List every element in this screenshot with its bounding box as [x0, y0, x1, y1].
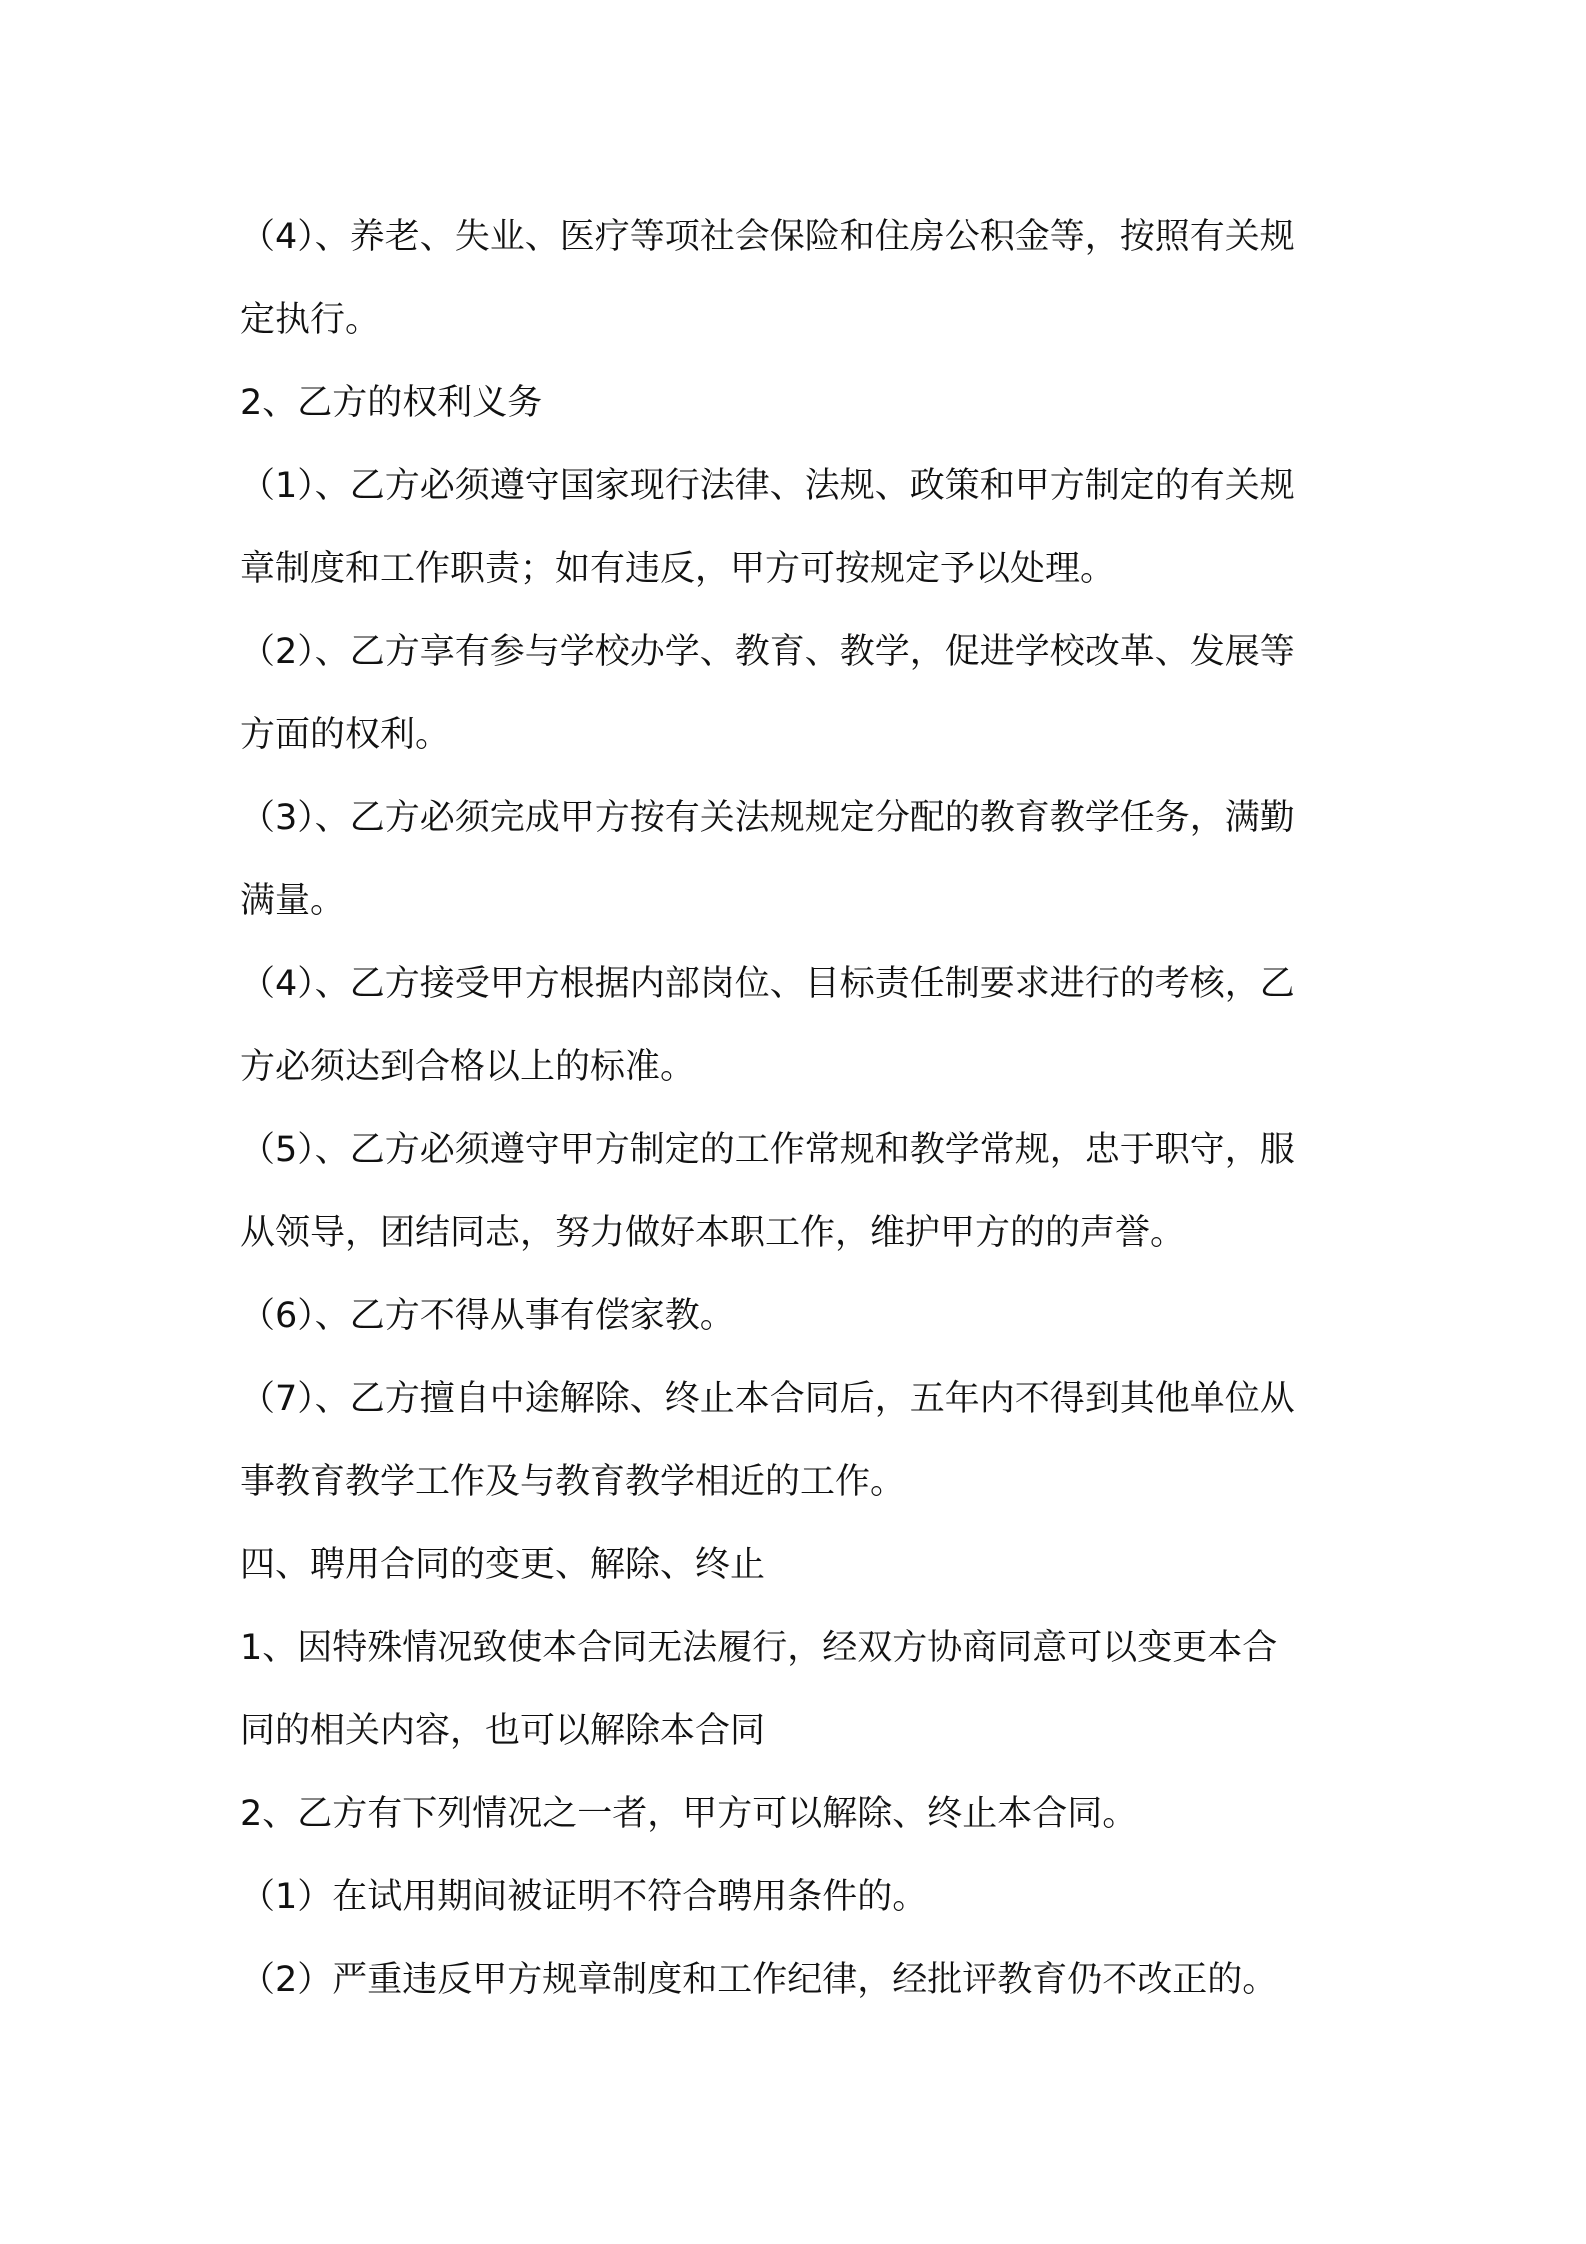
- text-line: 事教育教学工作及与教育教学相近的工作。: [240, 1462, 906, 1502]
- text-line: 1、因特殊情况致使本合同无法履行，经双方协商同意可以变更本合: [240, 1628, 1278, 1668]
- text-line: （4）、养老、失业、医疗等项社会保险和住房公积金等，按照有关规: [240, 217, 1295, 257]
- text-line: 方必须达到合格以上的标准。: [240, 1047, 696, 1087]
- text-line: 方面的权利。: [240, 715, 451, 755]
- text-line: 章制度和工作职责；如有违反，甲方可按规定予以处理。: [240, 549, 1116, 589]
- text-line: 从领导，团结同志，努力做好本职工作，维护甲方的的声誉。: [240, 1213, 1186, 1253]
- text-line: （2）、乙方享有参与学校办学、教育、教学，促进学校改革、发展等: [240, 632, 1295, 672]
- document-body: [240, 196, 1360, 2022]
- text-line: （1）在试用期间被证明不符合聘用条件的。: [240, 1877, 928, 1917]
- text-line: 同的相关内容，也可以解除本合同: [240, 1711, 766, 1751]
- text-line: （7）、乙方擅自中途解除、终止本合同后，五年内不得到其他单位从: [240, 1379, 1295, 1419]
- text-line: 2、乙方有下列情况之一者，甲方可以解除、终止本合同。: [240, 1794, 1138, 1834]
- text-line: （5）、乙方必须遵守甲方制定的工作常规和教学常规，忠于职守，服: [240, 1130, 1295, 1170]
- section-heading: 2、乙方的权利义务: [240, 383, 543, 423]
- text-line: （6）、乙方不得从事有偿家教。: [240, 1296, 735, 1336]
- text-line: （3）、乙方必须完成甲方按有关法规规定分配的教育教学任务，满勤: [240, 798, 1295, 838]
- section-heading: 四、聘用合同的变更、解除、终止: [240, 1545, 766, 1585]
- text-line: 定执行。: [240, 300, 381, 340]
- text-line: （4）、乙方接受甲方根据内部岗位、目标责任制要求进行的考核，乙: [240, 964, 1295, 1004]
- text-line: 满量。: [240, 881, 346, 921]
- text-line: （2）严重违反甲方规章制度和工作纪律，经批评教育仍不改正的。: [240, 1960, 1278, 2000]
- text-line: （1）、乙方必须遵守国家现行法律、法规、政策和甲方制定的有关规: [240, 466, 1295, 506]
